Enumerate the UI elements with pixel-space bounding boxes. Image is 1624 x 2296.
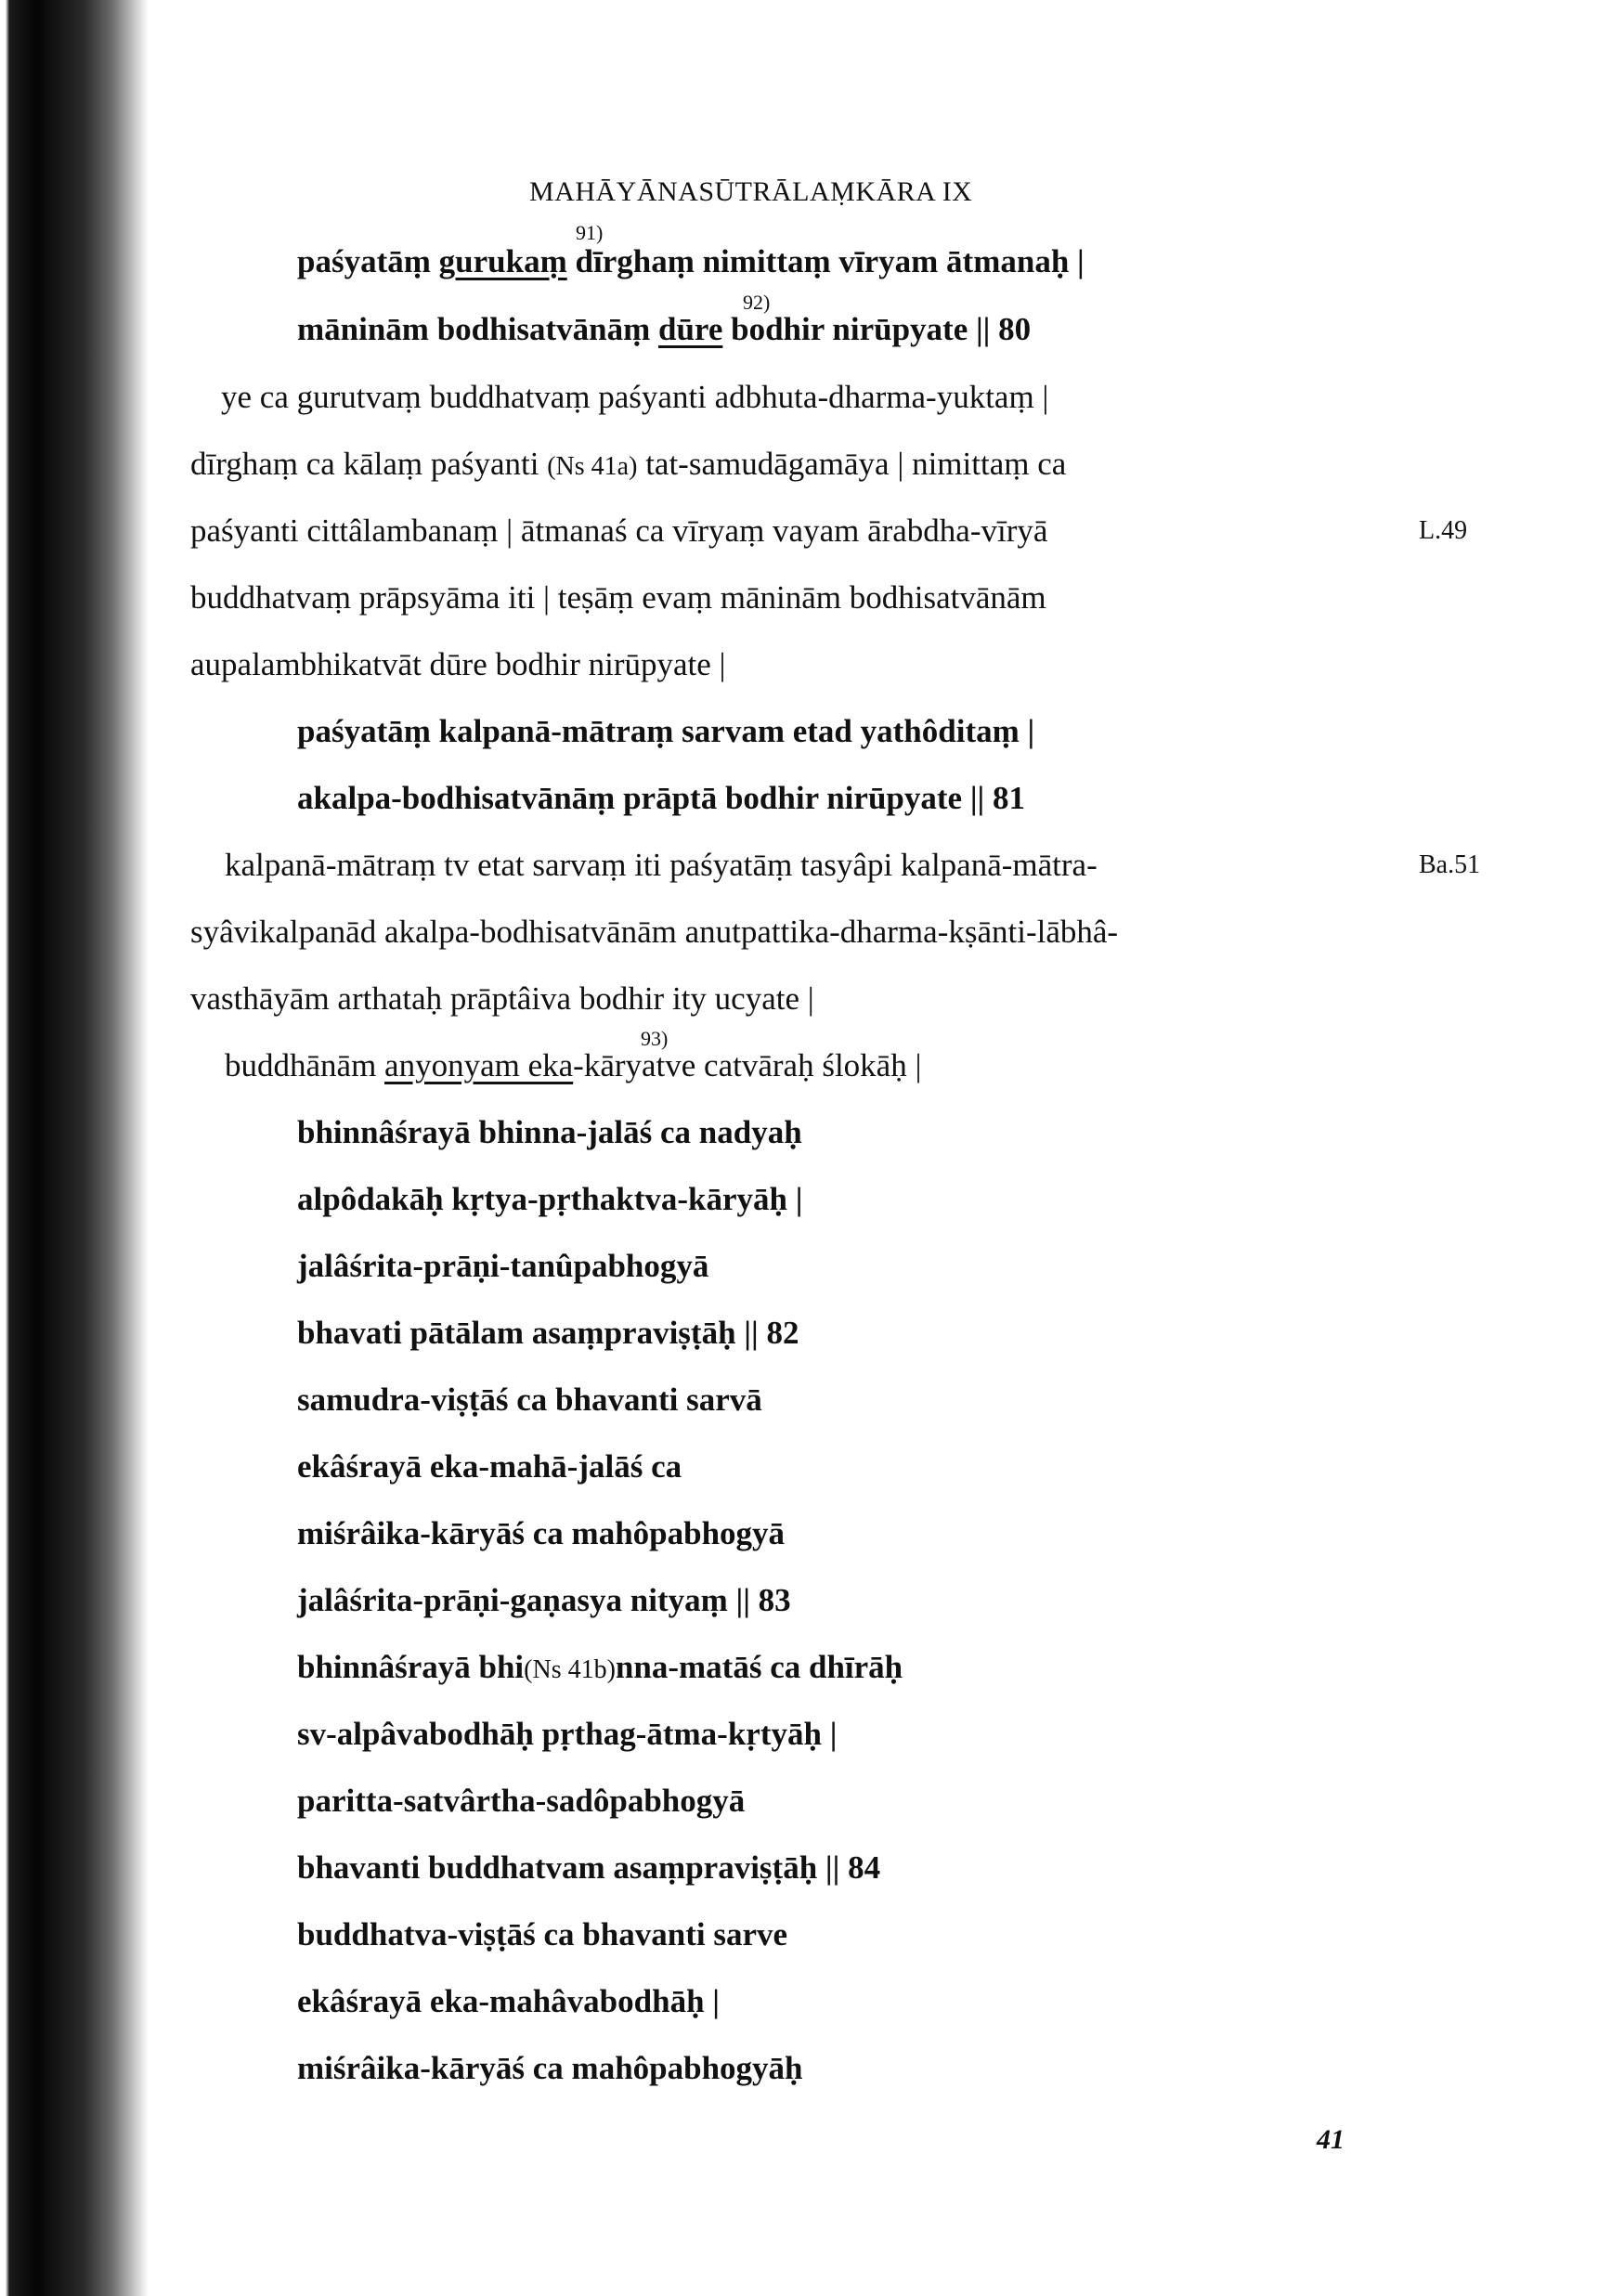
verse-line-12: bhavanti buddhatvam asaṃpraviṣṭāḥ || 84 bbox=[297, 1849, 881, 1886]
verse-81-line-1: paśyatāṃ kalpanā-mātraṃ sarvam etad yathôditaṃ | bbox=[297, 713, 1035, 749]
margin-ref-l49: L.49 bbox=[1419, 516, 1468, 545]
verse-line-13: buddhatva-viṣṭāś ca bhavanti sarve bbox=[297, 1916, 788, 1952]
verse-line-15: miśrâika-kāryāś ca mahôpabhogyāḥ bbox=[297, 2050, 803, 2086]
verse-line-8: jalâśrita-prāṇi-gaṇasya nityaṃ || 83 bbox=[297, 1582, 791, 1618]
commentary-81-line-2: syâvikalpanād akalpa-bodhisatvānām anutpattika-dharma-kṣānti-lābhâ- bbox=[190, 914, 1119, 950]
verse-line-14: ekâśrayā eka-mahâvabodhāḥ | bbox=[297, 1983, 720, 2019]
commentary-80-line-3: paśyanti cittâlambanaṃ | ātmanaś ca vīryaṃ vayam ārabdha-vīryā bbox=[190, 512, 1048, 549]
page-number: 41 bbox=[1317, 2124, 1345, 2155]
margin-ref-ba51: Ba.51 bbox=[1419, 850, 1481, 879]
verse-line-10: sv-alpâvabodhāḥ pṛthag-ātma-kṛtyāḥ | bbox=[297, 1716, 838, 1752]
verse-line-1: bhinnâśrayā bhinna-jalāś ca nadyaḥ bbox=[297, 1114, 802, 1150]
verse-line-3: jalâśrita-prāṇi-tanûpabhogyā bbox=[297, 1248, 709, 1284]
verse-80-line-1: paśyatāṃ gurukaṃ dīrghaṃ nimittaṃ vīryam ātmanaḥ | bbox=[297, 243, 1085, 279]
commentary-81-line-4: buddhānām anyonyam eka-kāryatve catvāraḥ ślokāḥ | bbox=[225, 1047, 922, 1083]
verse-line-7: miśrâika-kāryāś ca mahôpabhogyā bbox=[297, 1515, 786, 1551]
commentary-80-line-1: ye ca gurutvaṃ buddhatvaṃ paśyanti adbhuta-dharma-yuktaṃ | bbox=[221, 379, 1049, 415]
commentary-80-line-2: dīrghaṃ ca kālaṃ paśyanti (Ns 41a) tat-samudāgamāya | nimittaṃ ca bbox=[190, 446, 1067, 482]
verse-line-11: paritta-satvârtha-sadôpabhogyā bbox=[297, 1783, 746, 1819]
footnote-marker-92: 92) bbox=[743, 291, 771, 314]
footnote-marker-91: 91) bbox=[576, 221, 604, 244]
running-header: MAHĀYĀNASŪTRĀLAṂKĀRA IX bbox=[529, 176, 973, 207]
verse-81-line-2: akalpa-bodhisatvānāṃ prāptā bodhir nirūpyate || 81 bbox=[297, 780, 1025, 816]
manuscript-ref-41a: (Ns 41a) bbox=[547, 452, 638, 481]
verse-line-4: bhavati pātālam asaṃpraviṣṭāḥ || 82 bbox=[297, 1315, 799, 1351]
verse-line-6: ekâśrayā eka-mahā-jalāś ca bbox=[297, 1448, 682, 1485]
manuscript-ref-41b: (Ns 41b) bbox=[524, 1655, 616, 1684]
scan-binding-shadow bbox=[0, 0, 149, 2296]
verse-line-5: samudra-viṣṭāś ca bhavanti sarvā bbox=[297, 1381, 762, 1418]
commentary-81-line-3: vasthāyām arthataḥ prāptâiva bodhir ity ucyate | bbox=[190, 980, 814, 1017]
commentary-80-line-4: buddhatvaṃ prāpsyāma iti | teṣāṃ evaṃ māninām bodhisatvānām bbox=[190, 579, 1046, 616]
commentary-81-line-1: kalpanā-mātraṃ tv etat sarvaṃ iti paśyatāṃ tasyâpi kalpanā-mātra- bbox=[225, 847, 1098, 883]
verse-line-2: alpôdakāḥ kṛtya-pṛthaktva-kāryāḥ | bbox=[297, 1181, 803, 1217]
footnote-marker-93: 93) bbox=[641, 1027, 669, 1050]
commentary-80-line-5: aupalambhikatvāt dūre bodhir nirūpyate | bbox=[190, 646, 726, 682]
verse-line-9: bhinnâśrayā bhi(Ns 41b)nna-matāś ca dhīrāḥ bbox=[297, 1649, 903, 1685]
verse-80-line-2: māninām bodhisatvānāṃ dūre bodhir nirūpyate || 80 bbox=[297, 311, 1032, 347]
